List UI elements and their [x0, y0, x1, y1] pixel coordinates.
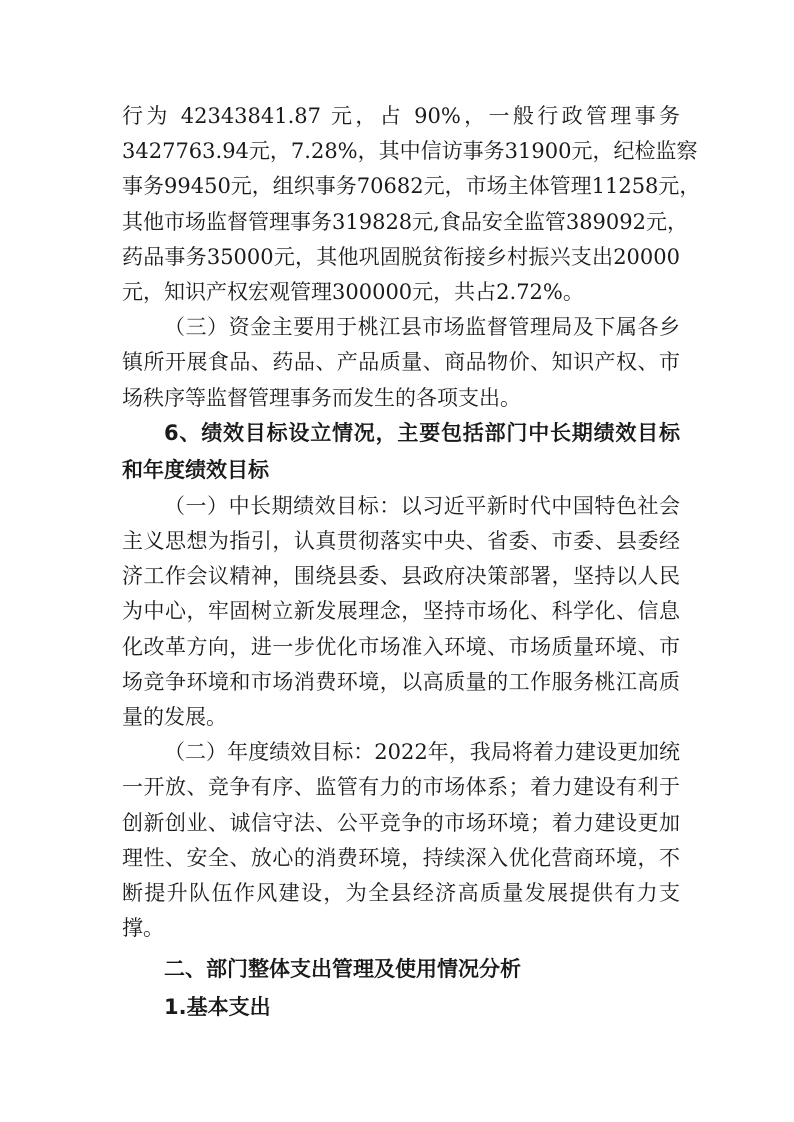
- text-line: 撑。: [122, 916, 164, 941]
- paragraph-long-term-goals: [122, 489, 680, 735]
- section-heading-performance-goals: [122, 416, 680, 489]
- subsection-heading-basic-expenditure: 1.基本支出: [164, 995, 271, 1020]
- text-line: 场秩序等监督管理事务而发生的各项支出。: [122, 385, 521, 410]
- paragraph-fund-usage: [122, 310, 680, 416]
- text-line: 一开放、竞争有序、监管有力的市场体系；着力建设有利于: [122, 775, 680, 800]
- text-line: 化改革方向，进一步优化市场准入环境、市场质量环境、市: [122, 634, 680, 659]
- text-line: 事务99450元，组织事务70682元，市场主体管理11258元，: [122, 174, 701, 199]
- text-line: 场竞争环境和市场消费环境，以高质量的工作服务桃江高质: [122, 669, 680, 694]
- text-line: 行为 42343841.87 元，占 90%，一般行政管理事务: [122, 104, 680, 128]
- text-line: 其他市场监督管理事务319828元,食品安全监管389092元，: [122, 209, 689, 234]
- text-line: 3427763.94元，7.28%，其中信访事务31900元，纪检监察: [122, 139, 698, 164]
- section-heading-expenditure-analysis: 二、部门整体支出管理及使用情况分析: [164, 957, 521, 982]
- text-line: （一）中长期绩效目标：以习近平新时代中国特色社会: [164, 493, 680, 518]
- heading-line: 和年度绩效目标: [122, 457, 269, 482]
- text-line: 济工作会议精神，围绕县委、县政府决策部署，坚持以人民: [122, 564, 680, 589]
- document-page: [122, 99, 701, 1026]
- text-line: 镇所开展食品、药品、产品质量、商品物价、知识产权、市: [122, 350, 680, 375]
- text-line: （二）年度绩效目标：2022年，我局将着力建设更加统: [164, 740, 680, 765]
- heading-line: 6、绩效目标设立情况，主要包括部门中长期绩效目标: [164, 420, 680, 445]
- text-line: 主义思想为指引，认真贯彻落实中央、省委、市委、县委经: [122, 529, 680, 554]
- paragraph-annual-goals: [122, 735, 680, 946]
- text-line: 创新创业、诚信守法、公平竞争的市场环境；着力建设更加: [122, 810, 680, 835]
- text-line: 为中心，牢固树立新发展理念，坚持市场化、科学化、信息: [122, 599, 680, 624]
- text-line: 量的发展。: [122, 705, 227, 729]
- paragraph-expenditure-breakdown: [122, 99, 701, 310]
- text-line: 药品事务35000元，其他巩固脱贫衔接乡村振兴支出20000: [122, 244, 680, 269]
- text-line: 断提升队伍作风建设，为全县经济高质量发展提供有力支: [122, 880, 680, 905]
- text-line: 理性、安全、放心的消费环境，持续深入优化营商环境，不: [122, 845, 680, 870]
- text-line: （三）资金主要用于桃江县市场监督管理局及下属各乡: [164, 315, 680, 340]
- text-line: 元，知识产权宏观管理300000元，共占2.72%。: [122, 279, 584, 304]
